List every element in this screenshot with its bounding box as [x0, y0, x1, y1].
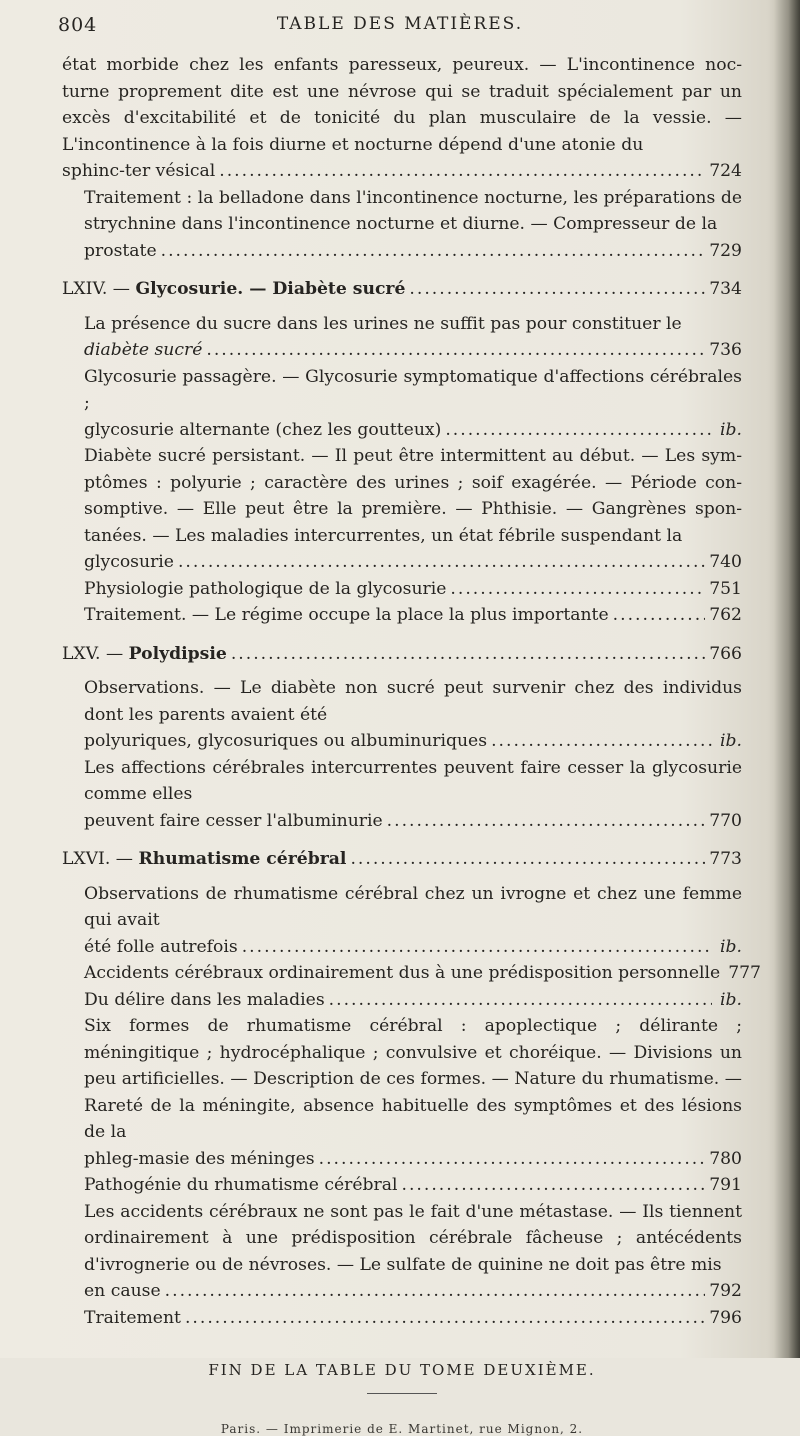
- toc-entry: [62, 1013, 742, 1172]
- toc-entry: [62, 881, 742, 961]
- entry-text: Du délire dans les maladies: [84, 989, 325, 1010]
- chapter-heading-lxvi: LXVI. — Rhumatisme cérébral ..... 773: [62, 846, 742, 873]
- toc-entry: [62, 1305, 742, 1332]
- entry-text: Diabète sucré persistant. — Il peut être intermittent au début. — Les sym-ptômes : polyurie ; caractère des urines ; soif exagérée. — Période con-somptive. — Elle peut être la première. — Phthisie. — Gangrènes spon-tanées. — Les maladies intercurrentes, un état fébrile suspendant la: [84, 446, 742, 546]
- dot-leader: [401, 1172, 705, 1199]
- entry-page: ib.: [720, 989, 742, 1010]
- entry-leader: [84, 238, 742, 265]
- entry-page: 740: [709, 552, 742, 572]
- toc-entry: [62, 602, 742, 629]
- dot-leader: [165, 1278, 706, 1305]
- chapter-title: Glycosurie. — Diabète sucré: [135, 279, 406, 299]
- chapter-number: LXV.: [62, 643, 101, 664]
- entry-text: La présence du sucre dans les urines ne suffit pas pour constituer le: [84, 313, 682, 334]
- entry-text-tail: en cause: [84, 1281, 161, 1301]
- entry-page: 770: [709, 810, 742, 831]
- entry-page: ib.: [720, 419, 742, 440]
- chapter-heading-lxiv: LXIV. — Glycosurie. — Diabète sucré ..... 734: [62, 276, 742, 303]
- entry-page: 780: [709, 1148, 742, 1169]
- entry-text: Traitement: [84, 1307, 181, 1328]
- dot-leader: [219, 158, 705, 185]
- toc-entry: [62, 443, 742, 576]
- entry-text: Pathogénie du rhumatisme cérébral: [84, 1175, 398, 1195]
- entry-leader: [62, 158, 742, 185]
- entry-page: 796: [709, 1307, 742, 1328]
- entry-text-tail: glycosurie: [84, 552, 174, 572]
- entry-page: 724: [709, 161, 742, 181]
- toc-entry: [62, 960, 761, 987]
- running-title: TABLE DES MATIÈRES.: [276, 14, 524, 34]
- entry-text: Glycosurie passagère. — Glycosurie symptomatique d'affections cérébrales ;: [84, 366, 742, 413]
- dot-leader: [613, 602, 706, 629]
- entry-text: Les affections cérébrales intercurrentes peuvent faire cesser la glycosurie comme elles: [84, 757, 742, 804]
- toc-entry: [62, 755, 742, 835]
- toc-entry: [62, 987, 742, 1014]
- dot-leader: [329, 987, 712, 1014]
- chapter-title: Polydipsie: [128, 643, 227, 664]
- dot-leader: [178, 549, 705, 576]
- page-number: 804: [58, 14, 98, 36]
- entry-page: 766: [709, 643, 742, 664]
- dot-leader: [445, 417, 712, 444]
- chapter-heading-lxv: LXV. — Polydipsie ..... 766: [62, 641, 742, 668]
- entry-text: Traitement : la belladone dans l'incontinence nocturne, les préparations de strychnine dans l'incontinence nocturne et diurne. — Compresseur de la: [84, 187, 742, 234]
- toc-entry: [62, 185, 742, 265]
- toc-entry: [62, 576, 742, 603]
- entry-text-tail: polyuriques, glycosuriques ou albuminuriques: [84, 731, 488, 751]
- printer-imprint: Paris. — Imprimerie de E. Martinet, rue Mignon, 2.: [220, 1422, 584, 1436]
- entry-text-head: [62, 52, 742, 158]
- dot-leader: [242, 934, 712, 961]
- dot-leader: [491, 728, 712, 755]
- entry-text-tail: glycosurie alternante (chez les goutteux): [84, 419, 442, 440]
- toc-entry: [62, 1172, 742, 1199]
- entry-page: 734: [709, 279, 742, 299]
- entry-text: Six formes de rhumatisme cérébral : apoplectique ; délirante ; méningitique ; hydrocéphalique ; convulsive et choréique. — Divisions un peu artificielles. — Description de ces formes. — Nature du rhumatisme. — Rareté de la méningite, absence habituelle des symptômes et des lésions de la: [84, 1016, 742, 1142]
- entry-text: Les accidents cérébraux ne sont pas le fait d'une métastase. — Ils tiennent ordinairement à une prédisposition cérébrale fâcheuse ; antécédents d'ivrognerie ou de névroses. — Le sulfate de quinine ne doit pas être mis: [84, 1201, 742, 1275]
- chapter-title: Rhumatisme cérébral: [138, 849, 347, 869]
- dot-leader: [350, 846, 705, 873]
- toc-entry: [62, 364, 742, 444]
- dot-leader: [161, 238, 706, 265]
- dot-leader: [450, 576, 705, 603]
- page-edge-shadow: [774, 0, 800, 1358]
- entry-page: 762: [709, 605, 742, 625]
- entry-page: 792: [709, 1281, 742, 1301]
- divider: [367, 1393, 437, 1394]
- toc-entry: [62, 311, 742, 364]
- entry-page: ib.: [720, 731, 742, 751]
- entry-italic-term: diabète sucré: [84, 340, 203, 360]
- entry-text: Accidents cérébraux ordinairement dus à une prédisposition personnelle: [84, 963, 721, 983]
- entry-text: Physiologie pathologique de la glycosurie: [84, 578, 447, 599]
- dot-leader: [206, 337, 705, 364]
- entry-page: 736: [709, 340, 742, 360]
- toc-entry: [62, 675, 742, 755]
- chapter-number: LXVI.: [62, 849, 111, 869]
- entry-page: ib.: [720, 936, 742, 957]
- chapter-number: LXIV.: [62, 279, 108, 299]
- table-of-contents: [62, 52, 761, 1436]
- entry-text-tail: sphinc-ter vésical: [62, 161, 216, 181]
- entry-page: 773: [709, 849, 742, 869]
- entry-text-tail: été folle autrefois: [84, 936, 238, 957]
- dot-leader: [185, 1305, 705, 1332]
- entry-text-tail: peuvent faire cesser l'albuminurie: [84, 810, 383, 831]
- dot-leader: [231, 641, 705, 668]
- entry-page: 777: [728, 963, 761, 983]
- toc-entry: [62, 52, 742, 185]
- dot-leader: [409, 276, 705, 303]
- entry-text: Traitement. — Le régime occupe la place la plus importante: [84, 605, 609, 625]
- entry-text-tail: phleg-masie des méninges: [84, 1148, 315, 1169]
- entry-text: état morbide chez les enfants paresseux, peureux. — L'incontinence noc-turne proprement dite est une névrose qui se traduit spécialement par un excès d'excitabilité et de tonicité du plan musculaire de la vessie. — L'incontinence à la fois diurne et nocturne dépend d'une atonie du: [62, 55, 742, 155]
- entry-page: 751: [709, 578, 742, 599]
- entry-text-tail: prostate: [84, 240, 157, 261]
- end-of-table-title: FIN DE LA TABLE DU TOME DEUXIÈME.: [208, 1361, 596, 1379]
- entry-text-head: [84, 185, 742, 238]
- entry-text: Observations de rhumatisme cérébral chez un ivrogne et chez une femme qui avait: [84, 883, 742, 930]
- dot-leader: [387, 808, 706, 835]
- toc-entry: [62, 1199, 742, 1305]
- entry-text: Observations. — Le diabète non sucré peut survenir chez des individus dont les parents avaient été: [84, 678, 742, 725]
- entry-page: 791: [709, 1175, 742, 1195]
- entry-page: 729: [709, 240, 742, 261]
- dot-leader: [319, 1146, 706, 1173]
